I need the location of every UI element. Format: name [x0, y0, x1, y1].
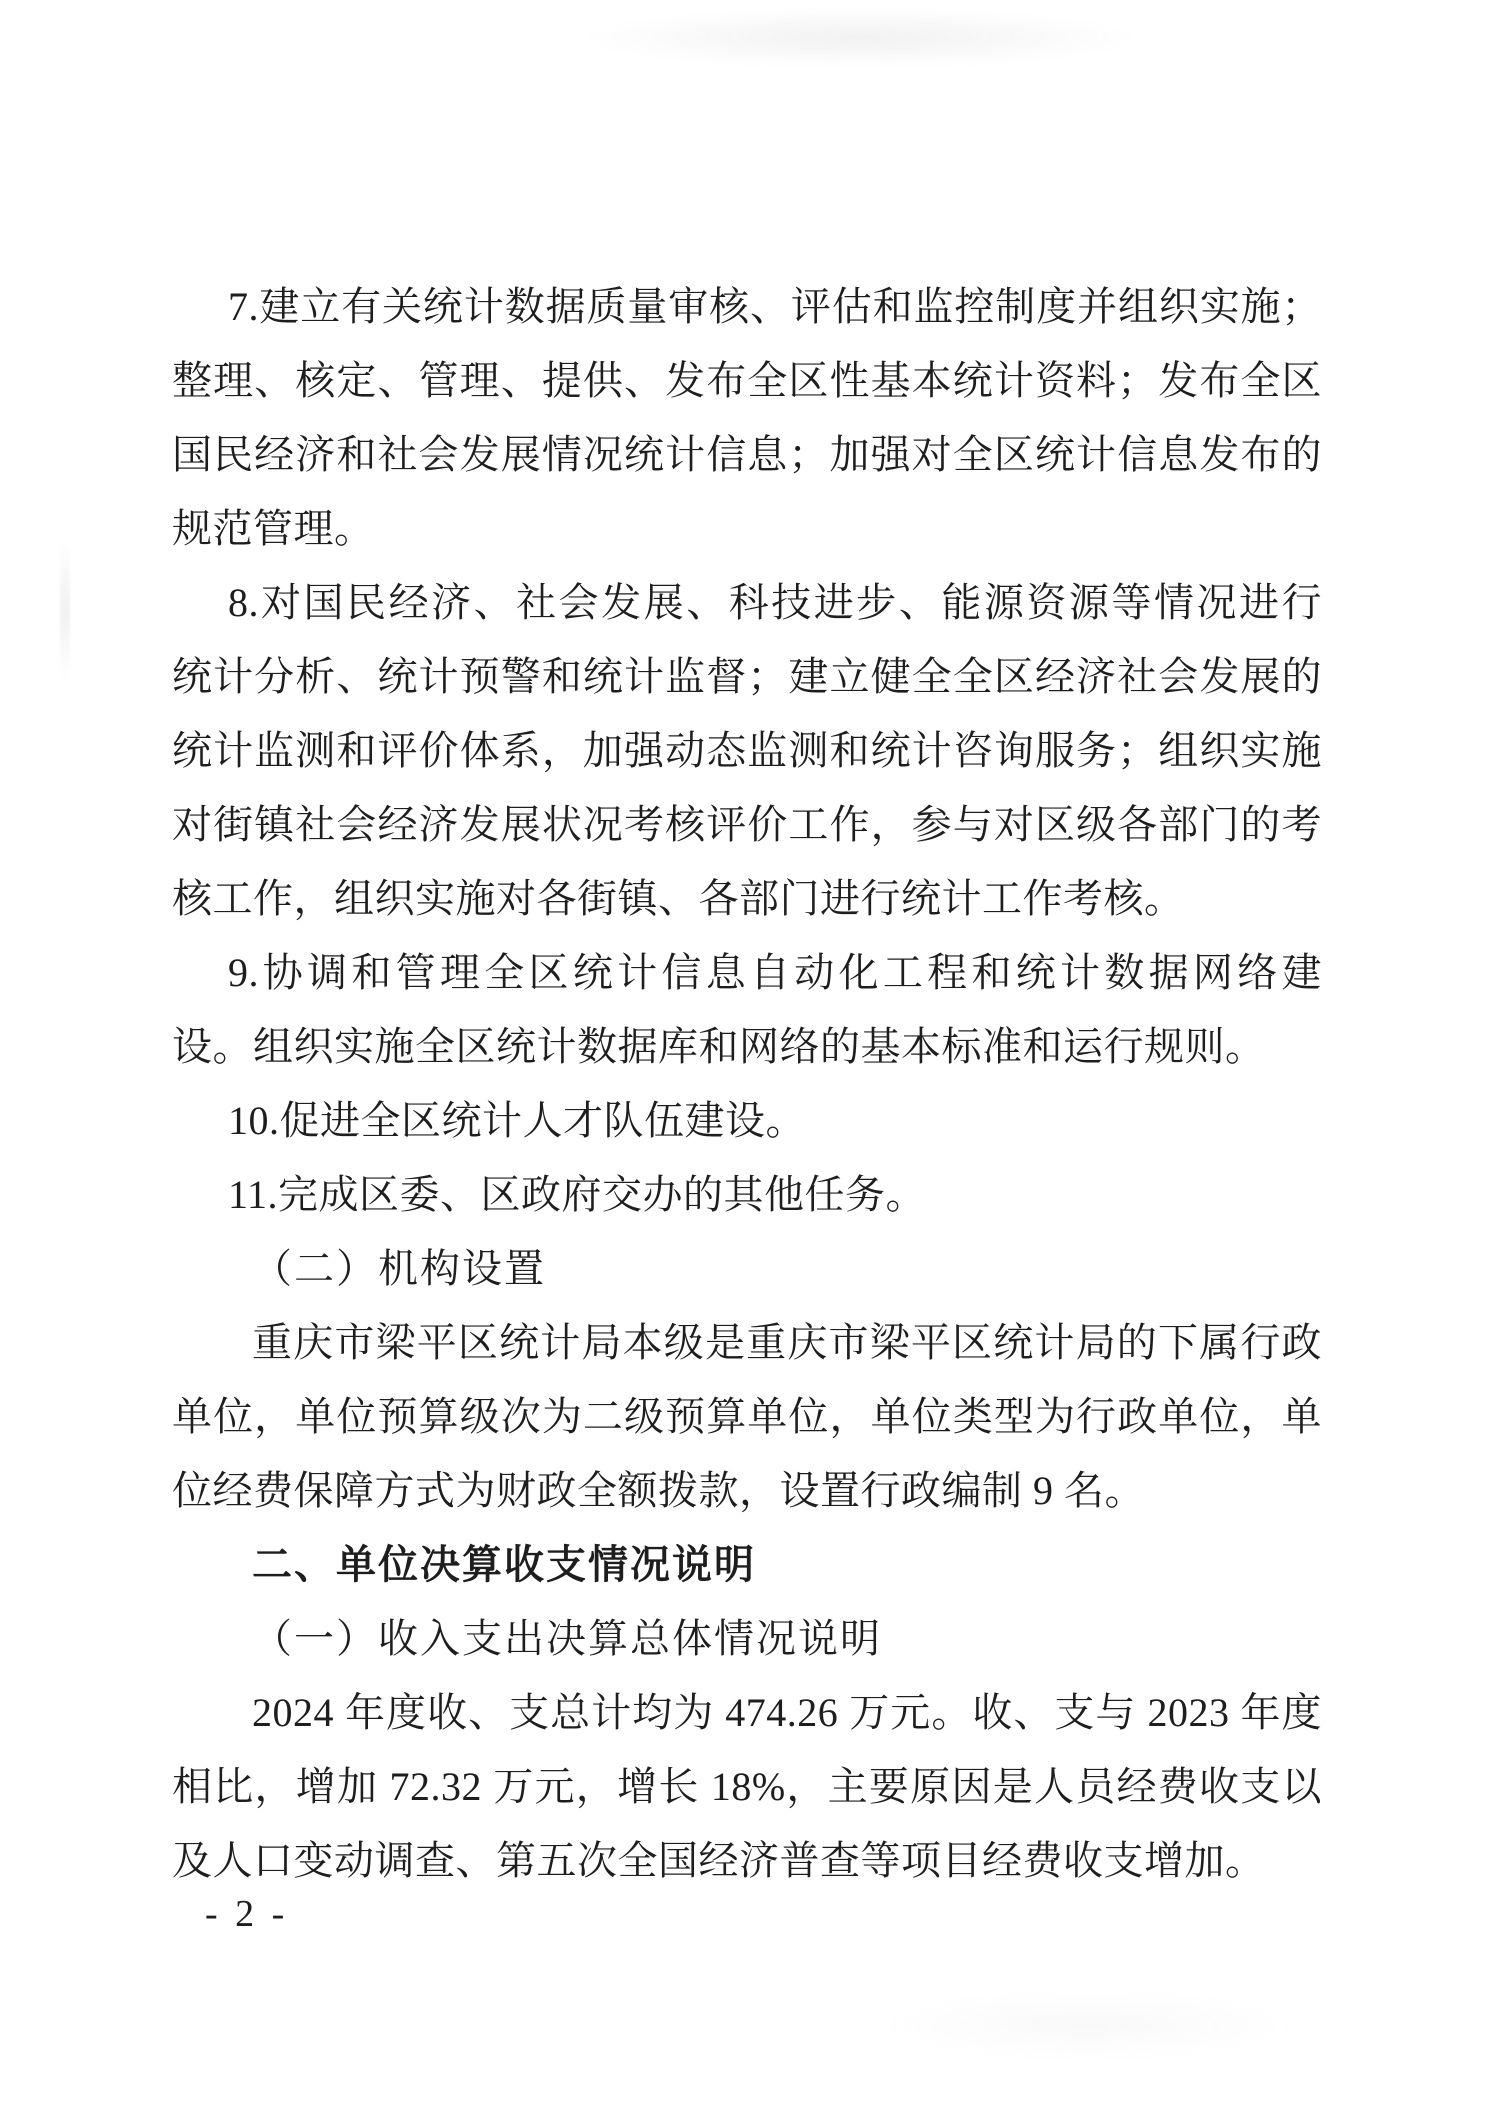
- duty-item-8-line: 8.对国民经济、社会发展、科技进步、能源资源等情况进行: [228, 580, 1322, 625]
- body-line: 整理、核定、管理、提供、发布全区性基本统计资料；发布全区: [172, 358, 1322, 403]
- scan-smudge-left-edge: [60, 540, 70, 680]
- body-line: 重庆市梁平区统计局本级是重庆市梁平区统计局的下属行政: [252, 1320, 1322, 1365]
- body-line: 对街镇社会经济发展状况考核评价工作，参与对区级各部门的考: [172, 802, 1322, 847]
- subsection-heading-income-expense: （一）收入支出决算总体情况说明: [252, 1616, 882, 1661]
- body-line: 相比，增加 72.32 万元，增长 18%，主要原因是人员经费收支以: [172, 1764, 1322, 1809]
- scan-smudge-bottom: [880, 1990, 1300, 2060]
- duty-item-11-line: 11.完成区委、区政府交办的其他任务。: [228, 1172, 927, 1217]
- scan-smudge-top: [580, 8, 1140, 68]
- body-line: 设。组织实施全区统计数据库和网络的基本标准和运行规则。: [172, 1024, 1266, 1069]
- duty-item-9-line: 9.协调和管理全区统计信息自动化工程和统计数据网络建: [228, 950, 1322, 995]
- body-line: 统计分析、统计预警和统计监督；建立健全全区经济社会发展的: [172, 654, 1322, 699]
- section-heading-2: 二、单位决算收支情况说明: [252, 1543, 756, 1587]
- duty-item-7-line: 7.建立有关统计数据质量审核、评估和监控制度并组织实施；: [228, 284, 1322, 329]
- body-line: 2024 年度收、支总计均为 474.26 万元。收、支与 2023 年度: [252, 1690, 1322, 1735]
- body-line: 位经费保障方式为财政全额拨款，设置行政编制 9 名。: [172, 1468, 1145, 1513]
- body-line: 核工作，组织实施对各街镇、各部门进行统计工作考核。: [172, 876, 1185, 921]
- document-text-block: [172, 270, 1322, 1898]
- body-line: 及人口变动调查、第五次全国经济普查等项目经费收支增加。: [172, 1838, 1266, 1883]
- body-line: 单位，单位预算级次为二级预算单位，单位类型为行政单位，单: [172, 1394, 1322, 1439]
- body-line: 国民经济和社会发展情况统计信息；加强对全区统计信息发布的: [172, 432, 1322, 477]
- body-line: 规范管理。: [172, 506, 375, 551]
- subsection-heading-org-setup: （二）机构设置: [252, 1246, 546, 1291]
- duty-item-10-line: 10.促进全区统计人才队伍建设。: [228, 1098, 806, 1143]
- body-line: 统计监测和评价体系，加强动态监测和统计咨询服务；组织实施: [172, 728, 1322, 773]
- page-number: - 2 -: [205, 1893, 289, 1935]
